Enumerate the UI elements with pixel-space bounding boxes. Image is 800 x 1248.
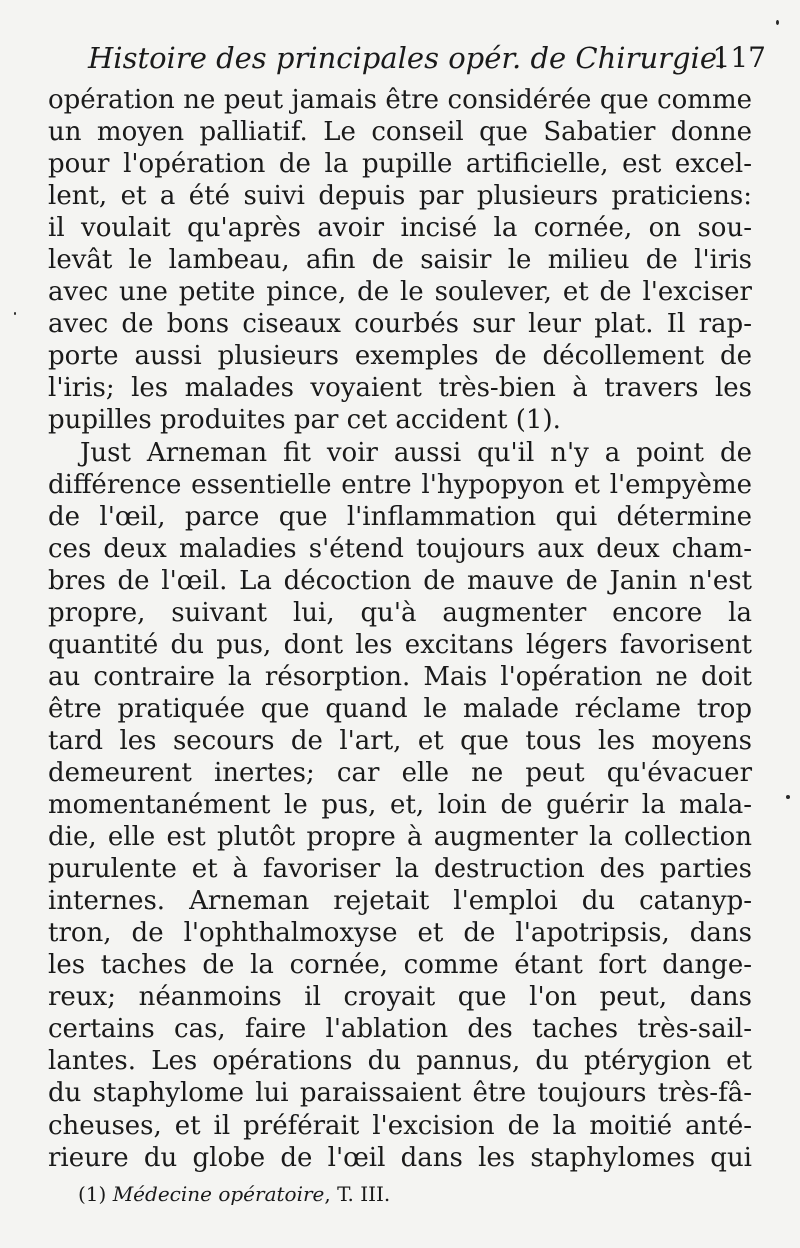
text-line: bres de l'œil. La décoction de mauve de Janin n'est (48, 565, 752, 596)
footnote-reference: , T. III. (324, 1182, 391, 1206)
text-line: pour l'opération de la pupille artificielle, est excel- (48, 149, 752, 180)
print-speck (786, 795, 790, 799)
text-line: avec une petite pince, de le soulever, et de l'exciser (48, 277, 752, 308)
text-line: lantes. Les opérations du pannus, du ptérygion et (48, 1046, 752, 1077)
text-line: quantité du pus, dont les excitans légers favorisent (48, 629, 752, 660)
text-line: au contraire la résorption. Mais l'opération ne doit (48, 661, 752, 692)
text-line: opération ne peut jamais être considérée que comme (48, 85, 752, 115)
text-line: de l'œil, parce que l'inflammation qui détermine (48, 501, 752, 532)
text-line: avec de bons ciseaux courbés sur leur plat. Il rap- (48, 309, 752, 340)
print-speck (14, 312, 16, 315)
text-line: pupilles produites par cet accident (1). (48, 405, 561, 436)
footnote-marker: (1) (78, 1182, 107, 1206)
text-line: porte aussi plusieurs exemples de décollement de (48, 341, 752, 372)
text-line: cheuses, et il préférait l'excision de la moitié anté- (48, 1110, 752, 1141)
text-line: lent, et a été suivi depuis par plusieurs praticiens: (48, 181, 752, 212)
text-line: die, elle est plutôt propre à augmenter la collection (48, 822, 752, 853)
text-line: tron, de l'ophthalmoxyse et de l'apotripsis, dans (48, 918, 752, 949)
page-number: 117 (712, 41, 766, 74)
text-line: internes. Arneman rejetait l'emploi du catanyp- (48, 886, 752, 917)
text-line: ces deux maladies s'étend toujours aux deux cham- (48, 533, 752, 564)
text-line: être pratiquée que quand le malade réclame trop (48, 693, 752, 724)
footnote (78, 1180, 390, 1208)
text-line: différence essentielle entre l'hypopyon et l'empyème (48, 469, 752, 500)
text-line: demeurent inertes; car elle ne peut qu'évacuer (48, 757, 752, 788)
text-line: levât le lambeau, afin de saisir le milieu de l'iris (48, 245, 752, 276)
text-line: tard les secours de l'art, et que tous les moyens (48, 725, 752, 756)
text-line: un moyen palliatif. Le conseil que Sabatier donne (48, 117, 752, 148)
text-line: il voulait qu'après avoir incisé la cornée, on sou- (48, 213, 752, 244)
text-line: propre, suivant lui, qu'à augmenter encore la (48, 597, 752, 628)
text-line: les taches de la cornée, comme étant fort dange- (48, 950, 752, 981)
page-header (88, 38, 766, 78)
text-line: certains cas, faire l'ablation des taches très-sail- (48, 1014, 752, 1045)
text-line: rieure du globe de l'œil dans les staphylomes qui (48, 1142, 752, 1173)
text-line: purulente et à favoriser la destruction des parties (48, 854, 752, 885)
paragraph-first-line: Just Arneman fit voir aussi qu'il n'y a point de (80, 437, 752, 468)
text-line: momentanément le pus, et, loin de guérir la mala- (48, 790, 752, 821)
text-line: l'iris; les malades voyaient très-bien à travers les (48, 373, 752, 404)
print-speck (776, 20, 779, 25)
body-text (48, 84, 752, 1174)
text-line: du staphylome lui paraissaient être toujours très-fâ- (48, 1078, 752, 1109)
text-line: reux; néanmoins il croyait que l'on peut, dans (48, 982, 752, 1013)
footnote-title: Médecine opératoire (112, 1182, 325, 1206)
running-title: Histoire des principales opér. de Chirurgie. (88, 41, 727, 75)
